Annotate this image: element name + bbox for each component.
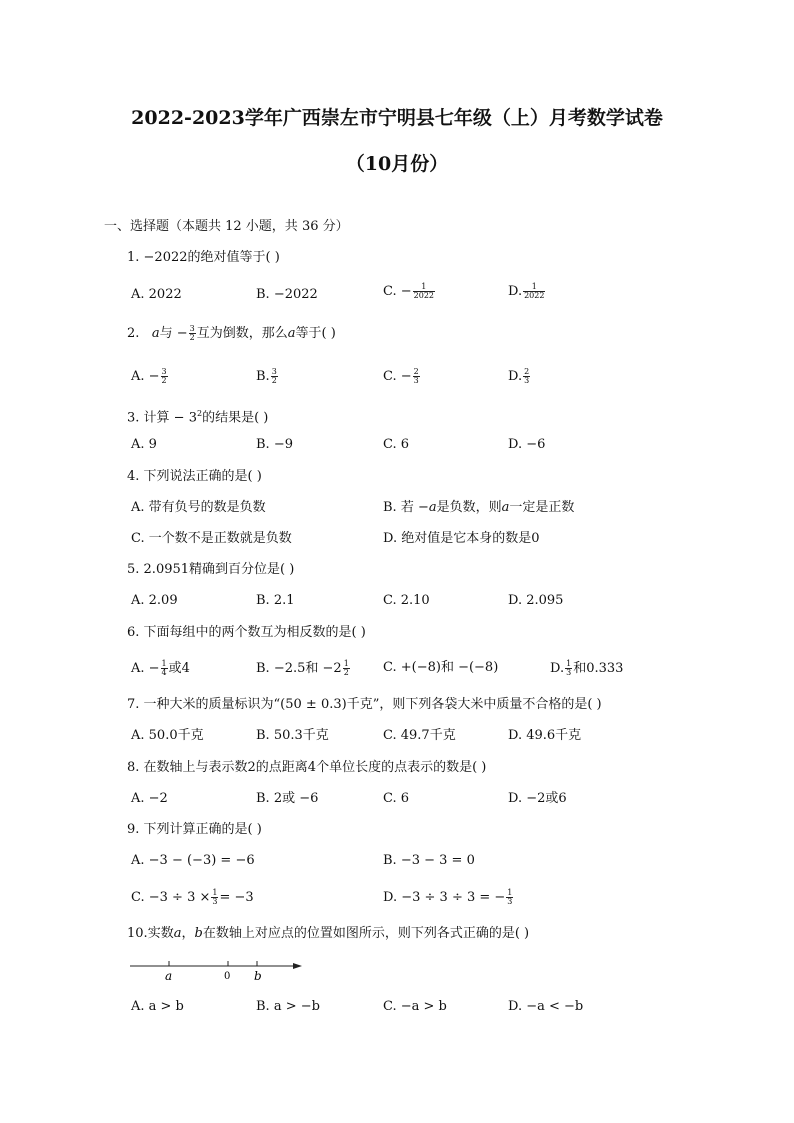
q2-c-num: 2 [413,367,419,376]
number-line-figure [128,955,308,985]
q6-b-num: 1 [343,659,349,668]
q9-option-c [131,889,254,906]
q9-stem: 9. 下列计算正确的是( ) [127,822,262,837]
q3-exponent: 2 [196,409,203,418]
q10-var-b: b [194,926,203,941]
q10-stem-pre: 实数 [147,926,174,941]
q4-b-mid: 是负数，则 [436,500,502,515]
q1-d-num: 1 [523,283,545,292]
q2-var-a: a [151,326,160,341]
q9-c-end: = −3 [219,890,254,905]
q9-c-den: 3 [212,897,218,906]
exam-subtitle: （10月份） [345,153,449,175]
q6-a-num: 1 [161,659,167,668]
q2-stem-fraction [189,325,196,342]
q2-stem-num: 3 [189,324,195,333]
q2-a-fraction [161,368,168,385]
q9-option-d [383,889,514,906]
q6-d-den: 3 [566,668,572,677]
q1-d-den: 2022 [524,291,545,300]
q6-d-num: 1 [566,659,572,668]
q6-option-a [131,660,190,677]
q10-option-a: A. a > b [131,999,184,1014]
q1-c-prefix: C. − [383,284,412,299]
q8-stem: 8. 在数轴上与表示数2的点距离4个单位长度的点表示的数是( ) [127,760,487,775]
q6-a-prefix: A. − [131,661,160,676]
q7-option-b: B. 50.3千克 [256,728,329,743]
q2-stem [127,325,336,342]
q1-stem: 1. −2022的绝对值等于( ) [127,250,280,265]
q3-option-c: C. 6 [383,437,410,452]
q4-b-var-a: a [428,500,437,515]
q9-d-prefix: D. −3 ÷ 3 ÷ 3 = − [383,890,506,905]
q2-option-c [383,368,421,385]
q2-stem-mid: 互为倒数，那么 [196,326,288,341]
q2-b-prefix: B. [256,369,270,384]
q2-option-d [508,368,531,385]
label-b: b [254,969,262,983]
q2-stem-end: 等于( ) [295,326,336,341]
q10-stem [127,926,529,942]
q2-option-b [256,368,279,385]
q2-stem-den: 2 [189,333,195,342]
q5-stem: 5. 2.0951精确到百分位是( ) [127,562,295,577]
q9-d-den: 3 [507,897,513,906]
q6-a-end: 或4 [168,661,190,676]
q2-stem-pre: 与 − [159,326,188,341]
q1-c-fraction [413,283,435,300]
q6-option-b [256,660,351,677]
q6-stem: 6. 下面每组中的两个数互为相反数的是( ) [127,625,366,640]
q6-b-den: 2 [343,668,349,677]
label-a: a [165,969,173,983]
q3-option-d: D. −6 [508,437,546,452]
q10-number: 10. [127,926,148,941]
q6-d-end: 和0.333 [573,661,624,676]
q8-option-a: A. −2 [131,791,168,806]
q2-d-prefix: D. [508,369,523,384]
label-zero: 0 [224,971,231,982]
q4-b-end: 一定是正数 [509,500,575,515]
q2-c-prefix: C. − [383,369,412,384]
q4-stem: 4. 下列说法正确的是( ) [127,469,262,484]
q1-option-c [383,283,436,300]
q1-c-den: 2022 [413,291,434,300]
q9-option-a: A. −3 − (−3) = −6 [131,853,255,868]
q5-option-b: B. 2.1 [256,593,295,608]
q2-b-fraction [271,368,278,385]
exam-title: 2022-2023学年广西崇左市宁明县七年级（上）月考数学试卷 [131,107,663,129]
q2-var-a-2: a [287,326,296,341]
section-heading: 一、选择题（本题共 12 小题，共 36 分） [104,219,349,234]
q7-option-c: C. 49.7千克 [383,728,456,743]
q2-b-num: 3 [271,367,277,376]
q7-option-a: A. 50.0千克 [131,728,204,743]
q1-d-fraction [523,283,545,300]
q3-stem [127,406,268,426]
q2-c-den: 3 [413,376,419,385]
q5-option-c: C. 2.10 [383,593,430,608]
q2-c-fraction [413,368,420,385]
q3-stem-pre: 3. 计算 − 3 [127,410,197,426]
q4-b-var-a-2: a [501,500,510,515]
q10-stem-end: 在数轴上对应点的位置如图所示，则下列各式正确的是( ) [202,926,530,941]
q6-d-fraction [565,660,572,677]
q6-b-prefix: B. −2.5和 −2 [256,661,342,676]
q2-d-den: 3 [524,376,530,385]
q9-c-prefix: C. −3 ÷ 3 × [131,890,211,905]
q10-option-b: B. a > −b [256,999,320,1014]
q7-option-d: D. 49.6千克 [508,728,582,743]
q4-option-d: D. 绝对值是它本身的数是0 [383,531,540,546]
q6-a-fraction [161,660,168,677]
q10-option-d: D. −a < −b [508,999,584,1014]
q10-sep: ， [181,926,195,941]
q8-option-d: D. −2或6 [508,791,567,806]
q1-option-d [508,283,546,300]
q2-a-den: 2 [161,376,167,385]
q4-option-b [383,500,574,516]
q2-d-fraction [523,368,530,385]
q2-b-den: 2 [271,376,277,385]
q3-option-b: B. −9 [256,437,293,452]
q10-option-c: C. −a > b [383,999,447,1014]
q4-option-c: C. 一个数不是正数就是负数 [131,531,292,546]
q4-option-a: A. 带有负号的数是负数 [131,500,266,515]
q6-option-d [550,660,623,677]
q2-a-prefix: A. − [131,369,160,384]
q2-number: 2. [127,326,140,341]
number-line-arrow [293,963,302,969]
q5-option-d: D. 2.095 [508,593,564,608]
q9-d-num: 1 [507,888,513,897]
q3-option-a: A. 9 [131,437,157,452]
q3-stem-end: 的结果是( ) [202,410,269,426]
q9-c-num: 1 [212,888,218,897]
q7-stem: 7. 一种大米的质量标识为“(50 ± 0.3)千克”，则下列各袋大米中质量不合格的是( ) [127,697,602,712]
q10-var-a: a [173,926,182,941]
q8-option-c: C. 6 [383,791,410,806]
q9-d-fraction [506,889,513,906]
q9-option-b: B. −3 − 3 = 0 [383,853,475,868]
q4-b-prefix: B. 若 − [383,500,429,515]
q2-option-a [131,368,169,385]
q1-option-b: B. −2022 [256,287,318,302]
q6-a-den: 4 [161,668,167,677]
q1-d-prefix: D. [508,284,523,299]
q2-d-num: 2 [524,367,530,376]
q1-c-num: 1 [413,283,435,292]
q1-option-a: A. 2022 [131,287,182,302]
q8-option-b: B. 2或 −6 [256,791,319,806]
q9-c-fraction [211,889,218,906]
q5-option-a: A. 2.09 [131,593,178,608]
q2-a-num: 3 [161,367,167,376]
q6-b-fraction [343,660,350,677]
q6-d-prefix: D. [550,661,565,676]
q6-option-c: C. +(−8)和 −(−8) [383,660,499,675]
